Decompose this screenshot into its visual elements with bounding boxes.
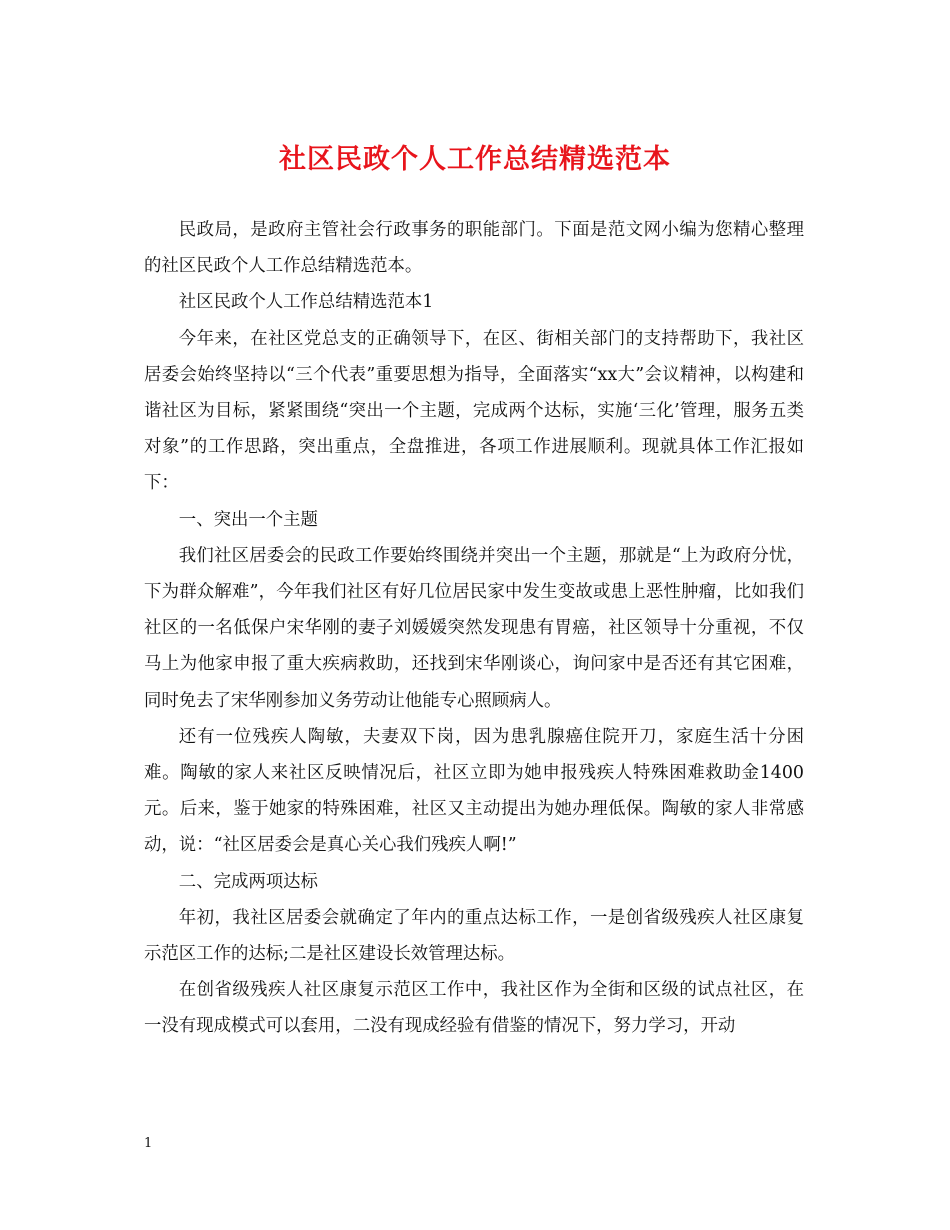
document-title: 社区民政个人工作总结精选范本	[279, 144, 671, 175]
paragraph-targets: 年初，我社区居委会就确定了年内的重点达标工作，一是创省级残疾人社区康复示范区工作的达标;二是社区建设长效管理达标。	[144, 907, 804, 965]
paragraph-section-heading: 社区民政个人工作总结精选范本1	[178, 292, 434, 313]
paragraph-heading-two: 二、完成两项达标	[178, 871, 318, 892]
page-number: 1	[144, 1136, 153, 1151]
paragraph-case-two: 还有一位残疾人陶敏，夫妻双下岗，因为患乳腺癌住院开刀，家庭生活十分困难。陶敏的家人来社区反映情况后，社区立即为她申报残疾人特殊困难救助金1400元。后来，鉴于她家的特殊困难，社区又主动提出为她办理低保。陶敏的家人非常感动，说：“社区居委会是真心关心我们残疾人啊!”	[144, 726, 804, 856]
paragraph-intro: 民政局，是政府主管社会行政事务的职能部门。下面是范文网小编为您精心整理的社区民政个人工作总结精选范本。	[144, 220, 804, 277]
paragraph-case-one: 我们社区居委会的民政工作要始终围绕并突出一个主题，那就是“上为政府分忧，下为群众解难”，今年我们社区有好几位居民家中发生变故或患上恶性肿瘤，比如我们社区的一名低保户宋华刚的妻子刘媛媛突然发现患有胃癌，社区领导十分重视，不仅马上为他家申报了重大疾病救助，还找到宋华刚谈心，询问家中是否还有其它困难，同时免去了宋华刚参加义务劳动让他能专心照顾病人。	[144, 545, 804, 711]
paragraph-heading-one: 一、突出一个主题	[178, 509, 318, 530]
paragraph-rehab: 在创省级残疾人社区康复示范区工作中，我社区作为全街和区级的试点社区，在一没有现成模式可以套用，二没有现成经验有借鉴的情况下，努力学习，开动	[144, 980, 804, 1037]
document-body	[144, 212, 804, 1045]
paragraph-overview: 今年来，在社区党总支的正确领导下，在区、街相关部门的支持帮助下，我社区居委会始终坚持以“三个代表”重要思想为指导，全面落实“xx大”会议精神，以构建和谐社区为目标，紧紧围绕“突出一个主题，完成两个达标，实施‘三化’管理，服务五类对象”的工作思路，突出重点，全盘推进，各项工作进展顺利。现就具体工作汇报如下：	[144, 328, 804, 494]
